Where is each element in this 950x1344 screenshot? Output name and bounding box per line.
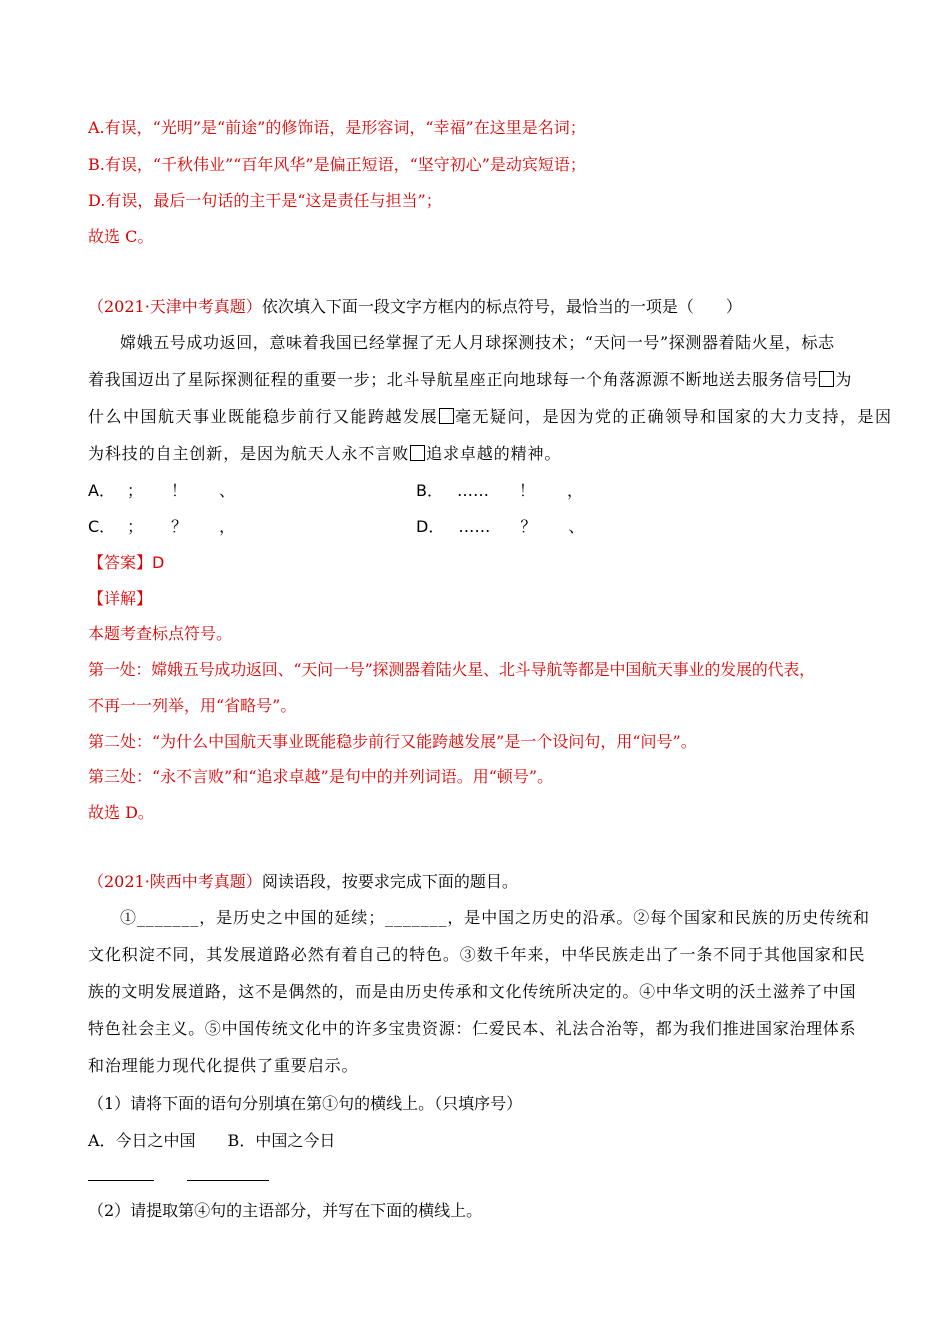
option-symbol: …… bbox=[456, 481, 489, 500]
option-symbol: ， bbox=[566, 481, 583, 500]
sub-question-1-options: A．今日之中国 B．中国之今日 bbox=[88, 1131, 336, 1150]
detail-line: 第一处：嫦娥五号成功返回、“天问一号”探测器着陆火星、北斗导航等都是中国航天事业的发展的代表， bbox=[88, 660, 815, 679]
option-symbol: …… bbox=[458, 517, 491, 536]
option-symbol: ； bbox=[126, 481, 143, 500]
passage-text: 着我国迈出了星际探测征程的重要一步；北斗导航星座正向地球每一个角落源源不断地送去服务信号 bbox=[88, 370, 819, 389]
passage-text: 什么中国航天事业既能稳步前行又能跨越发展 bbox=[88, 407, 439, 426]
option-a bbox=[88, 481, 251, 501]
passage-line bbox=[88, 444, 561, 464]
option-symbol: ； bbox=[127, 517, 144, 536]
passage-text: 为科技的自主创新，是因为航天人永不言败 bbox=[88, 444, 410, 463]
option-symbol: 、 bbox=[218, 481, 235, 500]
sub-question-1: （1）请将下面的语句分别填在第①句的横线上。（只填序号） bbox=[88, 1094, 523, 1113]
sub-question-2: （2）请提取第④句的主语部分，并写在下面的横线上。 bbox=[88, 1201, 483, 1220]
explanation-conclusion: 故选 C。 bbox=[88, 227, 154, 246]
answer-blank-1[interactable] bbox=[88, 1179, 154, 1181]
question-source: （2021·天津中考真题） bbox=[88, 297, 262, 316]
option-symbol: ！ bbox=[518, 481, 535, 500]
passage-text: 追求卓越的精神。 bbox=[426, 444, 562, 463]
detail-title: 【详解】 bbox=[88, 589, 153, 608]
passage-line bbox=[88, 407, 893, 427]
passage-line: 嫦娥五号成功返回，意味着我国已经掌握了无人月球探测技术；“天问一号”探测器着陆火星，标志 bbox=[120, 333, 835, 352]
detail-line: 第二处：“为什么中国航天事业既能稳步前行又能跨越发展”是一个设问句，用“问号”。 bbox=[88, 732, 697, 751]
option-label: C． bbox=[88, 517, 116, 536]
option-label: D． bbox=[416, 517, 445, 536]
option-symbol: ？ bbox=[171, 517, 188, 536]
option-symbol: 、 bbox=[568, 517, 585, 536]
answer: 【答案】D bbox=[88, 553, 165, 572]
detail-line: 本题考查标点符号。 bbox=[88, 624, 233, 643]
passage-text: 为 bbox=[835, 370, 853, 389]
option-label: A． bbox=[88, 481, 115, 500]
detail-line: 故选 D。 bbox=[88, 803, 154, 822]
question-1-header bbox=[88, 297, 742, 317]
option-c bbox=[88, 517, 251, 537]
passage-line: 和治理能力现代化提供了重要启示。 bbox=[88, 1056, 359, 1075]
explanation-line-d: D.有误，最后一句话的主干是“这是责任与担当”； bbox=[88, 191, 442, 210]
question-source: （2021·陕西中考真题） bbox=[88, 872, 262, 891]
passage-line: ①_______，是历史之中国的延续；_______，是中国之历史的沿承。②每个国家和民族的历史传统和 bbox=[120, 908, 870, 927]
passage-line bbox=[88, 370, 852, 390]
option-symbol: ！ bbox=[170, 481, 187, 500]
option-symbol: ？ bbox=[520, 517, 537, 536]
punctuation-box-1 bbox=[819, 371, 834, 387]
question-stem: 依次填入下面一段文字方框内的标点符号，最恰当的一项是（ ） bbox=[261, 297, 742, 316]
detail-line: 不再一一列举，用“省略号”。 bbox=[88, 696, 297, 715]
option-b bbox=[416, 481, 599, 501]
passage-line: 文化积淀不同，其发展道路必然有着自己的特色。③数千年来，中华民族走出了一条不同于其他国家和民 bbox=[88, 945, 866, 964]
explanation-line-a: A.有误，“光明”是“前途”的修饰语，是形容词，“幸福”在这里是名词； bbox=[88, 118, 586, 137]
question-2-header bbox=[88, 872, 518, 892]
answer-blank-2[interactable] bbox=[187, 1179, 269, 1181]
option-d bbox=[416, 517, 600, 537]
passage-line: 族的文明发展道路，这不是偶然的，而是由历史传承和文化传统所决定的。④中华文明的沃土滋养了中国 bbox=[88, 982, 857, 1001]
option-label: B． bbox=[416, 481, 443, 500]
question-stem: 阅读语段，按要求完成下面的题目。 bbox=[261, 872, 518, 891]
option-symbol: ， bbox=[219, 517, 236, 536]
passage-line: 特色社会主义。⑤中国传统文化中的许多宝贵资源：仁爱民本、礼法合治等，都为我们推进国家治理体系 bbox=[88, 1019, 857, 1038]
punctuation-box-2 bbox=[439, 408, 454, 424]
punctuation-box-3 bbox=[410, 445, 425, 461]
detail-line: 第三处：“永不言败”和“追求卓越”是句中的并列词语。用“顿号”。 bbox=[88, 767, 554, 786]
explanation-line-b: B.有误，“千秋伟业”“百年风华”是偏正短语，“坚守初心”是动宾短语； bbox=[88, 155, 586, 174]
passage-text: 毫无疑问，是因为党的正确领导和国家的大力支持，是因 bbox=[455, 407, 893, 426]
